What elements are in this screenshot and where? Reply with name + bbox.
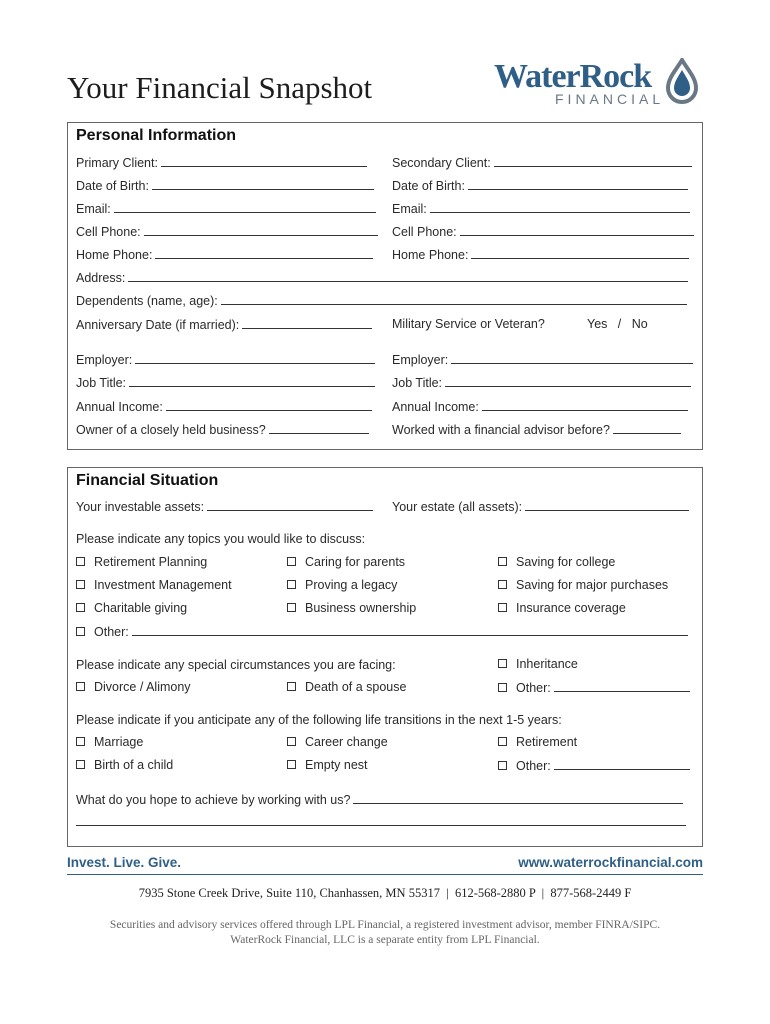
- topic-retirement-planning[interactable]: Retirement Planning: [76, 555, 207, 569]
- trans-marriage[interactable]: Marriage: [76, 735, 143, 749]
- topics-prompt: Please indicate any topics you would like to discuss:: [76, 532, 366, 546]
- trans-retirement[interactable]: Retirement: [498, 735, 577, 749]
- prior-advisor-field[interactable]: Worked with a financial advisor before?: [392, 422, 681, 437]
- page-title: Your Financial Snapshot: [67, 70, 373, 105]
- footer-divider: [67, 874, 703, 875]
- military-yes-no[interactable]: Yes / No: [587, 317, 648, 331]
- disclaimer-line-1: Securities and advisory services offered through LPL Financial, a registered investment advisor, member FINRA/SIPC.: [109, 919, 661, 931]
- home-phone-field-1[interactable]: Home Phone:: [76, 247, 373, 262]
- checkbox-icon: [76, 737, 85, 746]
- company-logo: [492, 58, 707, 110]
- dob-field-2[interactable]: Date of Birth:: [392, 178, 688, 193]
- logo-subtitle: FINANCIAL: [555, 91, 665, 107]
- job-title-field-1[interactable]: Job Title:: [76, 375, 375, 390]
- job-title-field-2[interactable]: Job Title:: [392, 375, 691, 390]
- checkbox-icon: [76, 760, 85, 769]
- circ-inheritance[interactable]: Inheritance: [498, 657, 578, 671]
- email-field-1[interactable]: Email:: [76, 201, 376, 216]
- topic-investment-management[interactable]: Investment Management: [76, 578, 232, 592]
- transitions-prompt: Please indicate if you anticipate any of the following life transitions in the next 1-5 years:: [76, 713, 562, 727]
- financial-situation-section: [67, 467, 703, 847]
- checkbox-icon: [76, 557, 85, 566]
- anniversary-field[interactable]: Anniversary Date (if married):: [76, 317, 372, 332]
- company-address: 7935 Stone Creek Drive, Suite 110, Chanhassen, MN 55317 | 612-568-2880 P | 877-568-2449 F: [138, 886, 632, 900]
- business-owner-field[interactable]: Owner of a closely held business?: [76, 422, 369, 437]
- dependents-field[interactable]: Dependents (name, age):: [76, 293, 687, 308]
- secondary-client-field[interactable]: Secondary Client:: [392, 155, 692, 170]
- military-question: Military Service or Veteran?: [392, 317, 545, 331]
- checkbox-icon: [498, 761, 507, 770]
- checkbox-icon: [287, 682, 296, 691]
- tagline: Invest. Live. Give.: [67, 855, 182, 870]
- topic-charitable-giving[interactable]: Charitable giving: [76, 601, 187, 615]
- water-drop-icon: [664, 58, 700, 104]
- circ-divorce-alimony[interactable]: Divorce / Alimony: [76, 680, 191, 694]
- checkbox-icon: [76, 580, 85, 589]
- personal-info-heading: Personal Information: [76, 127, 237, 144]
- trans-other[interactable]: Other:: [498, 758, 690, 773]
- goals-field-line-2[interactable]: [76, 814, 686, 829]
- circumstances-prompt: Please indicate any special circumstances you are facing:: [76, 658, 396, 672]
- email-field-2[interactable]: Email:: [392, 201, 690, 216]
- estate-assets-field[interactable]: Your estate (all assets):: [392, 499, 689, 514]
- checkbox-icon: [498, 580, 507, 589]
- checkbox-icon: [287, 580, 296, 589]
- topic-other[interactable]: Other:: [76, 624, 688, 639]
- circ-death-of-spouse[interactable]: Death of a spouse: [287, 680, 406, 694]
- dob-field-1[interactable]: Date of Birth:: [76, 178, 374, 193]
- cell-phone-field-2[interactable]: Cell Phone:: [392, 224, 694, 239]
- disclaimer: [0, 918, 770, 948]
- logo-wordmark: WaterRock: [494, 58, 652, 95]
- trans-birth-of-child[interactable]: Birth of a child: [76, 758, 173, 772]
- financial-situation-heading: Financial Situation: [76, 472, 219, 489]
- checkbox-icon: [76, 603, 85, 612]
- annual-income-field-2[interactable]: Annual Income:: [392, 399, 688, 414]
- employer-field-1[interactable]: Employer:: [76, 352, 375, 367]
- investable-assets-field[interactable]: Your investable assets:: [76, 499, 373, 514]
- disclaimer-line-2: WaterRock Financial, LLC is a separate entity from LPL Financial.: [230, 934, 540, 946]
- checkbox-icon: [287, 603, 296, 612]
- checkbox-icon: [498, 737, 507, 746]
- checkbox-icon: [498, 659, 507, 668]
- topic-business-ownership[interactable]: Business ownership: [287, 601, 416, 615]
- employer-field-2[interactable]: Employer:: [392, 352, 693, 367]
- topic-saving-major-purchases[interactable]: Saving for major purchases: [498, 578, 668, 592]
- trans-career-change[interactable]: Career change: [287, 735, 388, 749]
- topic-saving-for-college[interactable]: Saving for college: [498, 555, 615, 569]
- checkbox-icon: [498, 683, 507, 692]
- topic-insurance-coverage[interactable]: Insurance coverage: [498, 601, 626, 615]
- checkbox-icon: [287, 557, 296, 566]
- trans-empty-nest[interactable]: Empty nest: [287, 758, 368, 772]
- personal-information-section: [67, 122, 703, 450]
- website-link[interactable]: www.waterrockfinancial.com: [518, 855, 703, 870]
- annual-income-field-1[interactable]: Annual Income:: [76, 399, 372, 414]
- primary-client-field[interactable]: Primary Client:: [76, 155, 367, 170]
- checkbox-icon: [76, 627, 85, 636]
- checkbox-icon: [287, 760, 296, 769]
- topic-proving-a-legacy[interactable]: Proving a legacy: [287, 578, 397, 592]
- home-phone-field-2[interactable]: Home Phone:: [392, 247, 689, 262]
- goals-field[interactable]: What do you hope to achieve by working with us?: [76, 792, 683, 807]
- checkbox-icon: [76, 682, 85, 691]
- checkbox-icon: [498, 557, 507, 566]
- circ-other[interactable]: Other:: [498, 680, 690, 695]
- address-field[interactable]: Address:: [76, 270, 688, 285]
- checkbox-icon: [498, 603, 507, 612]
- checkbox-icon: [287, 737, 296, 746]
- topic-caring-for-parents[interactable]: Caring for parents: [287, 555, 405, 569]
- cell-phone-field-1[interactable]: Cell Phone:: [76, 224, 378, 239]
